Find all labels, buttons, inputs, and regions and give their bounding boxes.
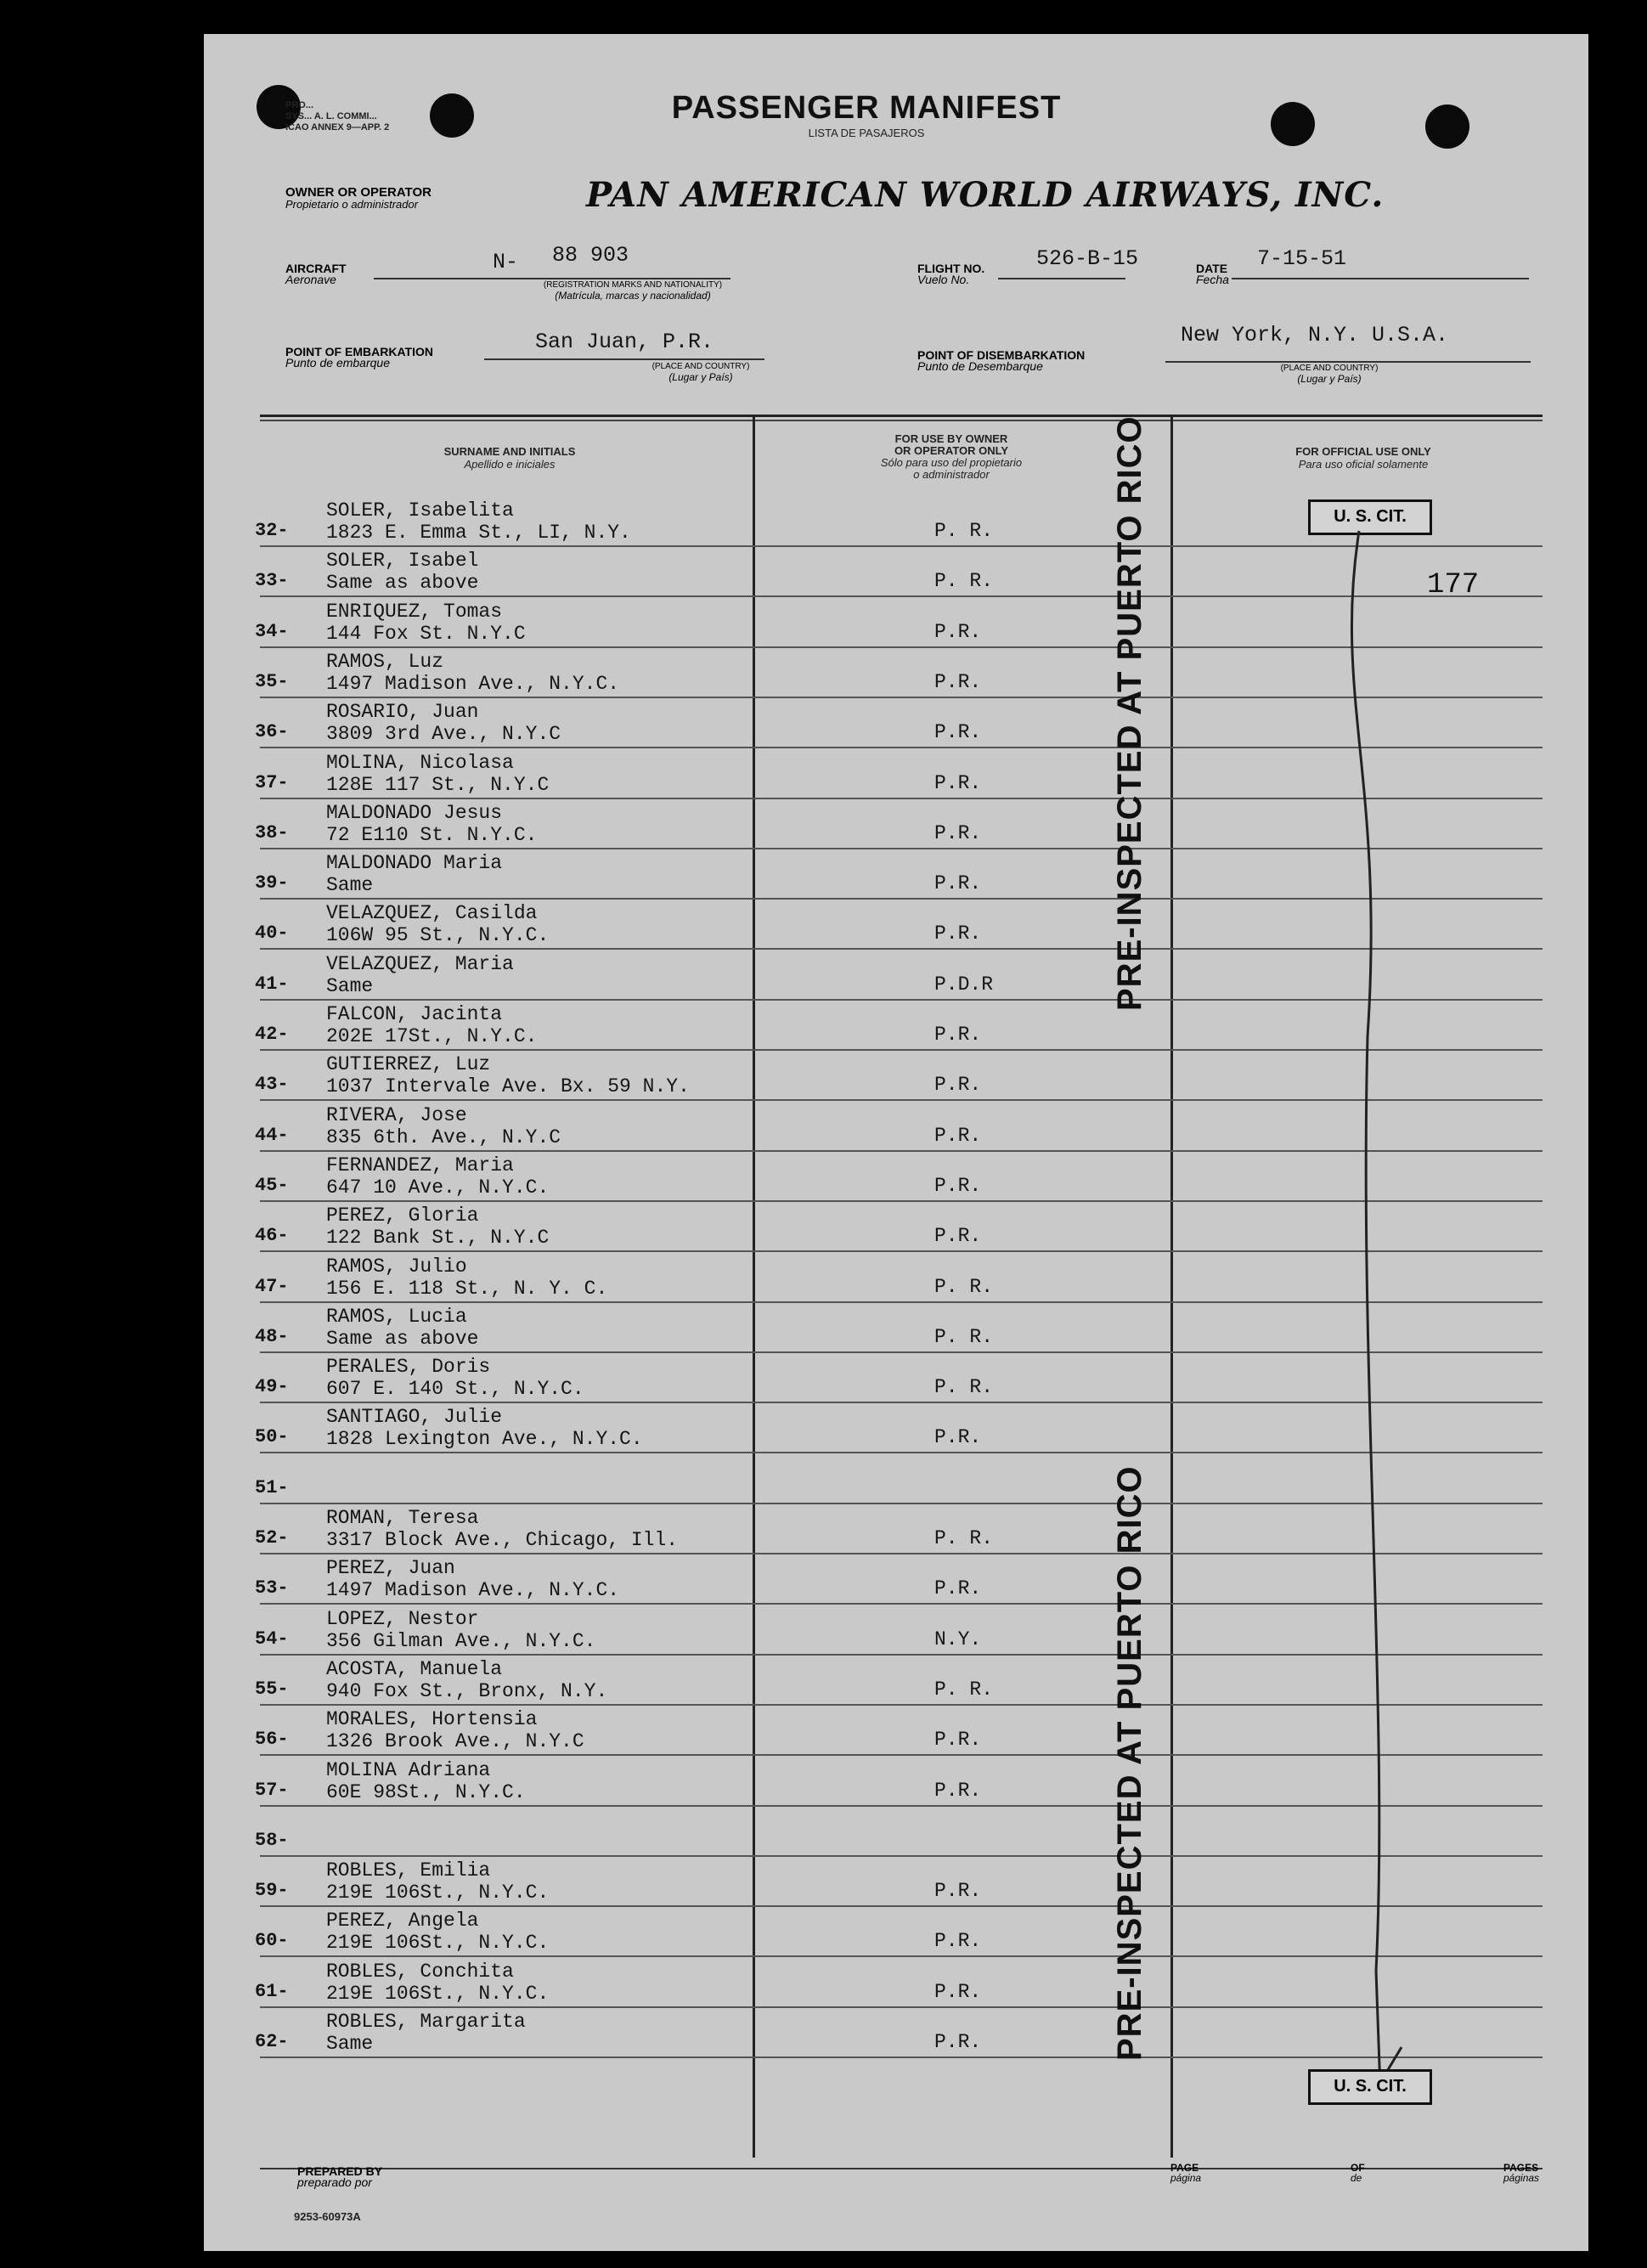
row-number: 59- (255, 1880, 289, 1901)
of-label-en: OF (1351, 2162, 1365, 2174)
row-number: 55- (255, 1678, 289, 1700)
disembark-label-en: POINT OF DISEMBARKATION (917, 348, 1086, 362)
passenger-name: ROBLES, Conchita (326, 1961, 514, 1983)
owner-use-code: P.R. (934, 671, 982, 693)
table-top-rule-2 (260, 420, 1543, 421)
operator-name: PAN AMERICAN WORLD AIRWAYS, INC. (586, 175, 1385, 215)
title-block (629, 90, 1104, 139)
page-label-en: PAGE (1170, 2162, 1199, 2174)
row-number: 41- (255, 973, 289, 995)
date-label (1196, 263, 1229, 285)
row-number: 50- (255, 1426, 289, 1447)
owner-use-code: P.R. (934, 1175, 982, 1197)
row-number: 35- (255, 671, 289, 692)
pages-label-es: páginas (1503, 2172, 1540, 2184)
passenger-count: 177 (1427, 569, 1480, 601)
passenger-address: 106W 95 St., N.Y.C. (326, 924, 550, 946)
prepared-by-label (297, 2166, 382, 2188)
owner-use-code: P.R. (934, 1426, 982, 1448)
column-divider (1170, 416, 1173, 2158)
owner-use-code: P. R. (934, 1678, 994, 1701)
passenger-name: GUTIERREZ, Luz (326, 1053, 491, 1075)
row-number: 48- (255, 1326, 289, 1347)
passenger-name: ROBLES, Margarita (326, 2011, 526, 2033)
official-header-en: FOR OFFICIAL USE ONLY (1295, 445, 1431, 458)
passenger-address: Same as above (326, 1328, 479, 1350)
passenger-name: PEREZ, Angela (326, 1910, 479, 1932)
row-number: 61- (255, 1981, 289, 2002)
passenger-address: 72 E110 St. N.Y.C. (326, 824, 538, 846)
row-number: 38- (255, 822, 289, 843)
embark-label (285, 347, 433, 369)
passenger-name: ENRIQUEZ, Tomas (326, 601, 503, 623)
owner-use-code: P.R. (934, 721, 982, 743)
owner-use-code: P.R. (934, 1024, 982, 1046)
passenger-name: MORALES, Hortensia (326, 1708, 538, 1730)
row-number: 51- (255, 1477, 289, 1498)
official-column-header (1215, 445, 1512, 471)
owner-use-code: P.R. (934, 822, 982, 844)
passenger-name: ROMAN, Teresa (326, 1507, 479, 1529)
place-note-es: (Lugar y País) (668, 371, 733, 383)
name-column-header (314, 445, 705, 471)
passenger-address: 1497 Madison Ave., N.Y.C. (326, 673, 620, 695)
punch-hole (1271, 102, 1315, 146)
owner-use-code: P.R. (934, 621, 982, 643)
preinspected-stamp-top: PRE-INSPECTED AT PUERTO RICO (1111, 415, 1148, 1011)
date-label-es: Fecha (1196, 273, 1229, 286)
row-number: 49- (255, 1376, 289, 1397)
passenger-address: 60E 98St., N.Y.C. (326, 1781, 526, 1803)
embark-label-es: Punto de embarque (285, 356, 390, 370)
pages-label-en: PAGES (1503, 2162, 1539, 2174)
row-number: 47- (255, 1276, 289, 1297)
owner-use-code: P.R. (934, 1880, 982, 1902)
disembarkation-point: New York, N.Y. U.S.A. (1181, 323, 1449, 347)
passenger-name: VELAZQUEZ, Maria (326, 953, 514, 975)
passenger-name: RIVERA, Jose (326, 1104, 467, 1126)
passenger-name: RAMOS, Lucia (326, 1306, 467, 1328)
owner-use-code: P. R. (934, 1376, 994, 1398)
passenger-address: 202E 17St., N.Y.C. (326, 1025, 538, 1047)
passenger-address: 356 Gilman Ave., N.Y.C. (326, 1630, 596, 1652)
row-number: 60- (255, 1930, 289, 1951)
table-top-rule (260, 415, 1543, 417)
passenger-address: Same (326, 874, 374, 896)
flight-label (917, 263, 984, 285)
owner-use-code: P.R. (934, 1074, 982, 1096)
owner-use-code: P. R. (934, 1276, 994, 1298)
form-reference (285, 100, 389, 133)
passenger-name: PEREZ, Gloria (326, 1205, 479, 1227)
row-number: 44- (255, 1125, 289, 1146)
owner-header-line: FOR USE BY OWNER (894, 432, 1008, 445)
row-number: 54- (255, 1628, 289, 1650)
passenger-name: ACOSTA, Manuela (326, 1658, 503, 1680)
registration-note-en: (REGISTRATION MARKS AND NATIONALITY) (543, 280, 723, 290)
preinspected-stamp-bottom: PRE-INSPECTED AT PUERTO RICO (1111, 1465, 1148, 2061)
aircraft-label-es: Aeronave (285, 273, 336, 286)
manifest-sheet (204, 34, 1588, 2251)
owner-use-code: P.R. (934, 1225, 982, 1247)
passenger-address: 835 6th. Ave., N.Y.C (326, 1126, 561, 1148)
us-cit-stamp-top: U. S. CIT. (1308, 499, 1432, 535)
owner-header-es: o administrador (913, 468, 990, 481)
flight-date: 7-15-51 (1257, 246, 1347, 271)
passenger-address: 219E 106St., N.Y.C. (326, 1932, 550, 1954)
aircraft-label (285, 263, 347, 285)
passenger-address: Same (326, 2033, 374, 2055)
disembark-label-es: Punto de Desembarque (917, 359, 1043, 373)
row-number: 57- (255, 1780, 289, 1801)
owner-label-es: Propietario o administrador (285, 198, 419, 211)
owner-use-code: P. R. (934, 1527, 994, 1549)
row-number: 53- (255, 1577, 289, 1599)
passenger-address: 1326 Brook Ave., N.Y.C (326, 1730, 584, 1752)
row-number: 34- (255, 621, 289, 642)
embark-underline (484, 358, 764, 360)
flight-underline (998, 278, 1125, 279)
passenger-address: 219E 106St., N.Y.C. (326, 1882, 550, 1904)
owner-header-line: OR OPERATOR ONLY (894, 444, 1009, 457)
disembark-label (917, 350, 1085, 372)
registration-note (501, 280, 764, 301)
owner-use-code: P.R. (934, 1729, 982, 1751)
owner-column-header (798, 433, 1104, 481)
row-number: 33- (255, 570, 289, 591)
passenger-address: 128E 117 St., N.Y.C (326, 774, 550, 796)
passenger-name: LOPEZ, Nestor (326, 1608, 479, 1630)
place-note-en: (PLACE AND COUNTRY) (651, 362, 750, 371)
passenger-name: FERNANDEZ, Maria (326, 1154, 514, 1176)
owner-header-es: Sólo para uso del propietario (880, 456, 1023, 469)
passenger-address: 940 Fox St., Bronx, N.Y. (326, 1680, 608, 1702)
passenger-address: 144 Fox St. N.Y.C (326, 623, 526, 645)
disembark-underline (1165, 361, 1531, 363)
owner-use-code: P. R. (934, 1326, 994, 1348)
row-number: 45- (255, 1175, 289, 1196)
punch-hole (1425, 104, 1469, 149)
form-ref-line: PRO... (285, 100, 314, 110)
owner-use-code: P.R. (934, 1981, 982, 2003)
page-label (1170, 2163, 1201, 2183)
of-label-es: de (1351, 2172, 1362, 2184)
row-number: 40- (255, 922, 289, 944)
owner-label (285, 187, 431, 211)
passenger-address: 3809 3rd Ave., N.Y.C (326, 723, 561, 745)
name-header-en: SURNAME AND INITIALS (443, 445, 576, 458)
embark-label-en: POINT OF EMBARKATION (285, 345, 433, 358)
passenger-name: RAMOS, Julio (326, 1255, 467, 1278)
owner-use-code: P.R. (934, 1125, 982, 1147)
prepared-label-en: PREPARED BY (297, 2164, 383, 2178)
passenger-name: MALDONADO Maria (326, 852, 503, 874)
row-number: 32- (255, 520, 289, 541)
owner-use-code: P.D.R (934, 973, 994, 996)
form-ref-line: ICAO ANNEX 9—APP. 2 (285, 122, 390, 133)
row-number: 43- (255, 1074, 289, 1095)
page-subtitle: LISTA DE PASAJEROS (808, 127, 925, 139)
aircraft-underline (374, 278, 730, 279)
disembark-place-note (1266, 364, 1393, 384)
passenger-name: MOLINA Adriana (326, 1759, 491, 1781)
passenger-address: Same (326, 975, 374, 997)
row-number: 37- (255, 772, 289, 793)
passenger-name: MOLINA, Nicolasa (326, 752, 514, 774)
prepared-label-es: preparado por (297, 2175, 372, 2189)
passenger-name: ROSARIO, Juan (326, 701, 479, 723)
row-number: 42- (255, 1024, 289, 1045)
punch-hole (430, 93, 474, 138)
row-number: 36- (255, 721, 289, 742)
passenger-name: FALCON, Jacinta (326, 1003, 503, 1025)
passenger-address: 1497 Madison Ave., N.Y.C. (326, 1579, 620, 1601)
row-number: 56- (255, 1729, 289, 1750)
passenger-address: 219E 106St., N.Y.C. (326, 1983, 550, 2005)
registration-note-es: (Matrícula, marcas y nacionalidad) (555, 290, 711, 302)
aircraft-label-en: AIRCRAFT (285, 262, 347, 275)
place-note-es: (Lugar y País) (1297, 373, 1362, 385)
passenger-name: PERALES, Doris (326, 1356, 491, 1378)
date-underline (1232, 278, 1529, 279)
passenger-name: VELAZQUEZ, Casilda (326, 902, 538, 924)
owner-use-code: P.R. (934, 772, 982, 794)
date-label-en: DATE (1196, 262, 1228, 275)
embark-place-note (637, 362, 764, 382)
of-label (1351, 2163, 1365, 2183)
passenger-address: 122 Bank St., N.Y.C (326, 1227, 550, 1249)
passenger-name: ROBLES, Emilia (326, 1859, 491, 1882)
owner-use-code: P.R. (934, 1930, 982, 1952)
aircraft-prefix: N- (493, 250, 519, 274)
us-cit-stamp-bottom: U. S. CIT. (1308, 2069, 1432, 2105)
owner-label-en: OWNER OR OPERATOR (285, 185, 431, 200)
owner-use-code: P.R. (934, 2031, 982, 2053)
passenger-name: RAMOS, Luz (326, 651, 444, 673)
page-title: PASSENGER MANIFEST (671, 90, 1062, 126)
owner-use-code: P.R. (934, 1780, 982, 1802)
owner-use-code: P. R. (934, 570, 994, 592)
passenger-address: 607 E. 140 St., N.Y.C. (326, 1378, 584, 1400)
passenger-address: 647 10 Ave., N.Y.C. (326, 1176, 550, 1199)
form-number: 9253-60973A (294, 2210, 361, 2223)
passenger-address: 1828 Lexington Ave., N.Y.C. (326, 1428, 643, 1450)
passenger-name: MALDONADO Jesus (326, 802, 503, 824)
passenger-address: Same as above (326, 572, 479, 594)
name-header-es: Apellido e iniciales (464, 458, 556, 471)
flight-label-es: Vuelo No. (917, 273, 970, 286)
row-number: 52- (255, 1527, 289, 1549)
passenger-address: 3317 Block Ave., Chicago, Ill. (326, 1529, 679, 1551)
owner-use-code: P.R. (934, 1577, 982, 1599)
place-note-en: (PLACE AND COUNTRY) (1280, 364, 1379, 373)
passenger-address: 1037 Intervale Ave. Bx. 59 N.Y. (326, 1075, 690, 1097)
form-ref-line: SYS... A. L. COMMI... (285, 111, 377, 121)
row-number: 58- (255, 1830, 289, 1851)
bracket-line (1308, 527, 1410, 2107)
passenger-name: SANTIAGO, Julie (326, 1406, 503, 1428)
passenger-name: SOLER, Isabel (326, 550, 479, 572)
passenger-name: PEREZ, Juan (326, 1557, 455, 1579)
row-number: 62- (255, 2031, 289, 2052)
passenger-name: SOLER, Isabelita (326, 499, 514, 522)
column-divider (753, 416, 755, 2158)
row-number: 39- (255, 872, 289, 894)
row-number: 46- (255, 1225, 289, 1246)
pages-label (1503, 2163, 1539, 2183)
embarkation-point: San Juan, P.R. (535, 330, 714, 354)
official-header-es: Para uso oficial solamente (1298, 458, 1429, 471)
passenger-address: 156 E. 118 St., N. Y. C. (326, 1278, 608, 1300)
owner-use-code: P.R. (934, 872, 982, 894)
flight-label-en: FLIGHT NO. (917, 262, 985, 275)
page-label-es: página (1170, 2172, 1202, 2184)
owner-use-code: P.R. (934, 922, 982, 945)
aircraft-registration: 88 903 (552, 243, 629, 268)
flight-number: 526-B-15 (1036, 246, 1139, 271)
owner-use-code: N.Y. (934, 1628, 982, 1650)
owner-use-code: P. R. (934, 520, 994, 542)
passenger-address: 1823 E. Emma St., LI, N.Y. (326, 522, 631, 544)
